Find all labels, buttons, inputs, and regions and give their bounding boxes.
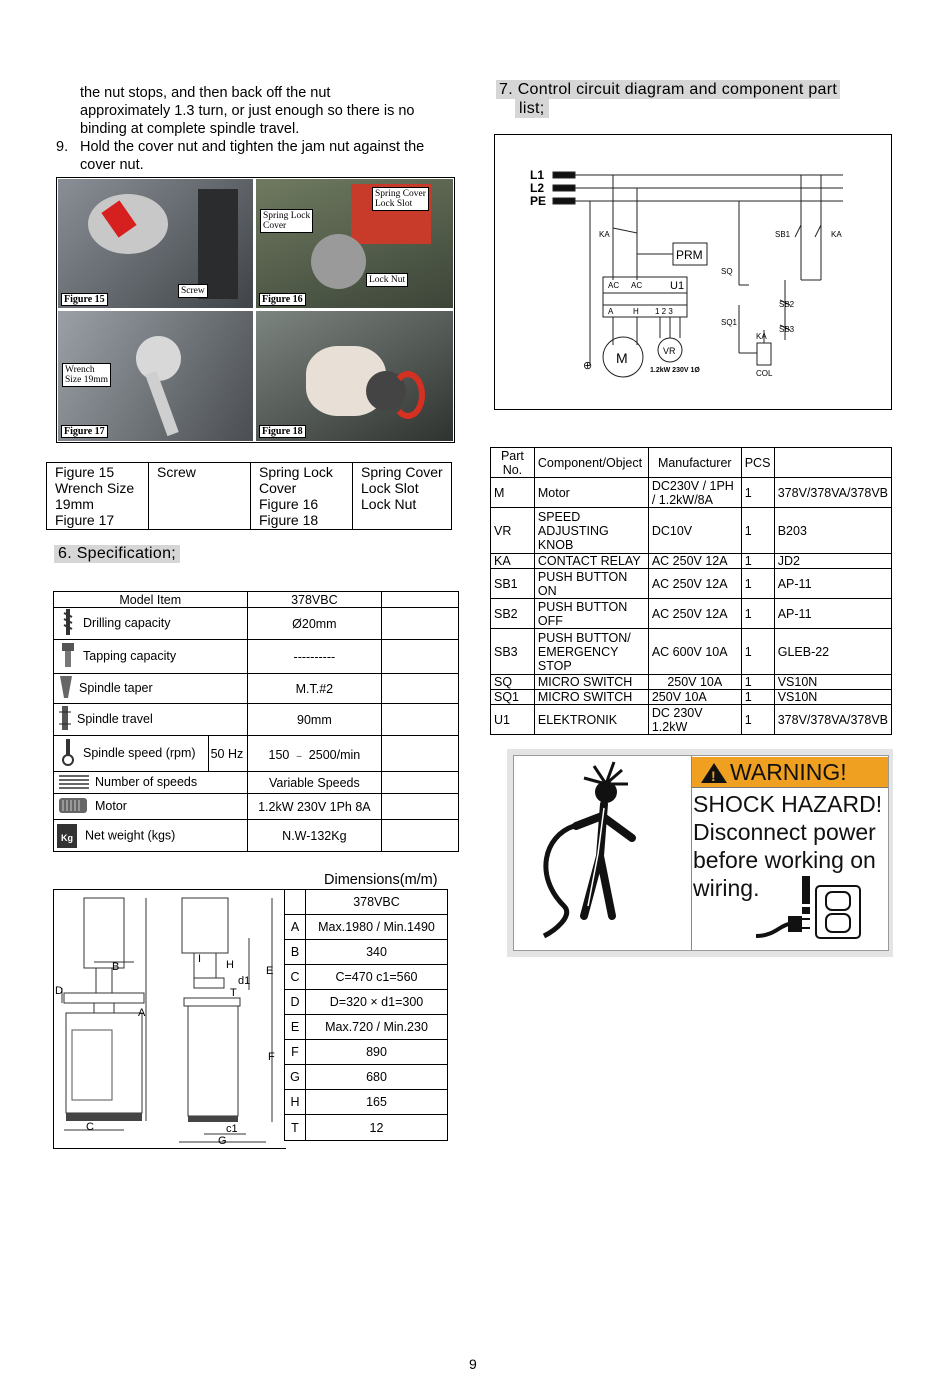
spec-value: 1.2kW 230V 1Ph 8A — [247, 794, 382, 820]
parts-cell: AC 250V 12A — [648, 554, 741, 569]
dim-key: B — [285, 940, 306, 965]
parts-cell: 1 — [741, 705, 774, 735]
spec-row-speeds — [54, 772, 248, 794]
callout-line: Cover — [263, 221, 287, 231]
step-number: 9. — [56, 139, 69, 155]
diag-sq1: SQ1 — [721, 318, 738, 327]
dim-label-a: A — [138, 1007, 146, 1019]
warning-title: WARNING! — [730, 759, 847, 785]
spec-row-drilling — [54, 608, 248, 640]
diag-vr: VR — [663, 346, 676, 356]
dim-label-g: G — [218, 1135, 227, 1147]
legend-text: Figure 15 — [55, 464, 115, 480]
spec-empty-cell — [382, 820, 459, 852]
step-line-2: cover nut. — [80, 157, 144, 173]
callout-lock-nut: Lock Nut — [366, 273, 408, 287]
legend-text: Lock Slot — [361, 480, 419, 496]
warning-triangle-icon — [700, 761, 728, 790]
dim-empty-cell — [285, 890, 306, 915]
spec-label: Spindle travel — [77, 711, 153, 726]
diag-l2: L2 — [530, 181, 545, 195]
spec-row-taper — [54, 674, 248, 704]
control-heading-line-1: 7. Control circuit diagram and component part — [496, 80, 840, 99]
dim-model: 378VBC — [306, 890, 448, 915]
spec-label: Spindle speed (rpm) — [83, 745, 196, 760]
dim-key: F — [285, 1040, 306, 1065]
ground-icon: ⊕ — [583, 360, 593, 372]
callout-line: Spring Cover — [375, 189, 426, 199]
parts-cell: AP-11 — [774, 599, 891, 629]
parts-cell: 1 — [741, 675, 774, 690]
parts-cell: AC 250V 12A — [648, 569, 741, 599]
label-figure-16: Figure 16 — [259, 293, 306, 306]
callout-line: Lock Slot — [375, 199, 413, 209]
parts-cell: SPEED ADJUSTING KNOB — [534, 508, 648, 554]
spec-value: 150 ﹣ 2500/min — [247, 736, 382, 772]
dim-key: A — [285, 915, 306, 940]
parts-cell: 378V/378VA/378VB — [774, 478, 891, 508]
table-row — [491, 508, 892, 554]
plug-icon — [754, 906, 814, 951]
shock-person-icon — [514, 756, 692, 950]
dim-value: 680 — [306, 1065, 448, 1090]
dim-label-e: E — [266, 965, 274, 977]
spec-label: Motor — [95, 798, 127, 813]
outlet-icon — [814, 884, 862, 945]
diag-pe: PE — [530, 194, 547, 208]
parts-cell: AP-11 — [774, 569, 891, 599]
spec-row-weight — [54, 820, 248, 852]
spec-label: Net weight (kgs) — [85, 827, 176, 842]
diag-m: M — [616, 350, 628, 366]
parts-cell: MICRO SWITCH — [534, 675, 648, 690]
legend-col-3 — [251, 463, 353, 530]
dim-key: E — [285, 1015, 306, 1040]
parts-cell: ELEKTRONIK — [534, 705, 648, 735]
parts-cell: Motor — [534, 478, 648, 508]
label-figure-18: Figure 18 — [259, 425, 306, 438]
parts-cell: SQ1 — [491, 690, 535, 705]
diag-ac1: AC — [608, 281, 620, 290]
control-heading-line-2: list; — [515, 99, 549, 118]
parts-cell: 1 — [741, 478, 774, 508]
dim-value: Max.1980 / Min.1490 — [306, 915, 448, 940]
dim-value: Max.720 / Min.230 — [306, 1015, 448, 1040]
callout-line: Wrench — [65, 365, 95, 375]
parts-cell: VS10N — [774, 675, 891, 690]
dimensions-table — [284, 889, 448, 1141]
diag-sq: SQ — [721, 267, 733, 276]
legend-text: Figure 16 — [259, 496, 319, 512]
dim-value: C=470 c1=560 — [306, 965, 448, 990]
table-row — [491, 478, 892, 508]
callout-screw: Screw — [178, 284, 208, 298]
table-row — [491, 690, 892, 705]
label-figure-17: Figure 17 — [61, 425, 108, 438]
diag-prm: PRM — [676, 248, 703, 262]
diag-ka3: KA — [756, 332, 767, 341]
spec-empty-cell — [382, 592, 459, 608]
parts-cell: 1 — [741, 690, 774, 705]
legend-text: Wrench Size — [55, 480, 135, 496]
warning-line-1: SHOCK HAZARD! — [693, 791, 883, 817]
diag-h: H — [633, 307, 639, 316]
legend-text: Lock Nut — [361, 496, 417, 512]
parts-cell: CONTACT RELAY — [534, 554, 648, 569]
spec-row-travel — [54, 704, 248, 736]
dimensions-drawing — [53, 889, 286, 1149]
table-row — [491, 705, 892, 735]
step-line-1: Hold the cover nut and tighten the jam nut against the — [80, 139, 425, 155]
spec-value: Ø20mm — [247, 608, 382, 640]
diag-ka2: KA — [831, 230, 842, 239]
dim-label-c: C — [86, 1121, 94, 1133]
spec-hz: 50 Hz — [208, 736, 247, 772]
parts-cell: DC10V — [648, 508, 741, 554]
photo-grid — [56, 177, 455, 443]
parts-cell: B203 — [774, 508, 891, 554]
parts-cell: 250V 10A — [648, 675, 741, 690]
callout-wrench — [62, 363, 111, 387]
callout-line: Size 19mm — [65, 375, 109, 385]
spec-value: N.W-132Kg — [247, 820, 382, 852]
spec-empty-cell — [382, 794, 459, 820]
spec-empty-cell — [382, 704, 459, 736]
legend-text: Figure 17 — [55, 512, 115, 528]
spec-empty-cell — [382, 736, 459, 772]
motor-icon — [57, 795, 91, 818]
diag-a: A — [608, 307, 614, 316]
warning-line-4: wiring. — [693, 875, 760, 901]
photo-figure-17 — [58, 311, 253, 441]
intro-line-2: approximately 1.3 turn, or just enough so there is no — [80, 103, 415, 119]
spec-label: Tapping capacity — [83, 648, 177, 663]
parts-header-pcs: PCS — [741, 448, 774, 478]
parts-header-component: Component/Object — [534, 448, 648, 478]
parts-cell: 1 — [741, 599, 774, 629]
dim-label-h: H — [226, 959, 234, 971]
diag-sb3: SB3 — [779, 325, 795, 334]
spec-value: M.T.#2 — [247, 674, 382, 704]
parts-table — [490, 447, 892, 735]
parts-cell: KA — [491, 554, 535, 569]
figure-legend-table — [46, 462, 452, 530]
warning-sign — [507, 749, 893, 957]
dim-label-i: I — [198, 953, 202, 965]
dim-label-f: F — [268, 1051, 275, 1063]
diag-u1: U1 — [670, 280, 685, 292]
legend-text: 19mm — [55, 496, 94, 512]
legend-text: Spring Lock — [259, 464, 333, 480]
photo-figure-18 — [256, 311, 453, 441]
dim-value: D=320 × d1=300 — [306, 990, 448, 1015]
table-row — [491, 599, 892, 629]
parts-cell: M — [491, 478, 535, 508]
weight-icon: Kg — [57, 824, 77, 848]
warning-line-2: Disconnect power — [693, 819, 876, 845]
spec-value: Variable Speeds — [247, 772, 382, 794]
spec-label: Number of speeds — [95, 774, 198, 789]
control-heading — [496, 80, 840, 118]
spec-row-speed — [54, 736, 209, 772]
legend-text: Figure 18 — [259, 512, 319, 528]
circuit-diagram — [494, 134, 892, 410]
parts-cell: 1 — [741, 629, 774, 675]
dim-value: 340 — [306, 940, 448, 965]
diag-sb2: SB2 — [779, 300, 795, 309]
dim-label-c1: c1 — [226, 1123, 238, 1135]
callout-line: Spring Lock — [263, 211, 311, 221]
dim-value: 165 — [306, 1090, 448, 1115]
parts-cell: VR — [491, 508, 535, 554]
parts-cell: SB3 — [491, 629, 535, 675]
parts-cell: PUSH BUTTON/ EMERGENCY STOP — [534, 629, 648, 675]
diag-rating: 1.2kW 230V 1Ø — [650, 367, 700, 374]
svg-text:!: ! — [711, 768, 716, 784]
spec-empty-cell — [382, 608, 459, 640]
spec-row-motor — [54, 794, 248, 820]
dim-key: H — [285, 1090, 306, 1115]
legend-text: Screw — [157, 464, 196, 480]
diag-123: 1 2 3 — [655, 307, 673, 316]
taper-icon — [57, 674, 75, 703]
legend-col-4 — [353, 463, 452, 530]
dim-label-d1: d1 — [238, 975, 251, 987]
parts-cell: AC 600V 10A — [648, 629, 741, 675]
spec-row-tapping — [54, 640, 248, 674]
diag-col: COL — [756, 369, 773, 378]
diag-ac2: AC — [631, 281, 643, 290]
spec-empty-cell — [382, 640, 459, 674]
dim-key: G — [285, 1065, 306, 1090]
spec-empty-cell — [382, 772, 459, 794]
parts-cell: 250V 10A — [648, 690, 741, 705]
table-row — [491, 554, 892, 569]
intro-line-3: binding at complete spindle travel. — [80, 121, 300, 137]
spec-table — [53, 591, 459, 852]
speeds-icon — [57, 772, 91, 793]
legend-text: Spring Cover — [361, 464, 443, 480]
callout-spring-lock-cover — [260, 209, 313, 233]
dim-key: D — [285, 990, 306, 1015]
dimensions-title: Dimensions(m/m) — [324, 872, 438, 888]
parts-cell: GLEB-22 — [774, 629, 891, 675]
travel-icon — [57, 704, 73, 735]
parts-header-partno: Part No. — [491, 448, 535, 478]
legend-col-1 — [47, 463, 149, 530]
parts-cell: DC230V / 1PH / 1.2kW/8A — [648, 478, 741, 508]
speed-icon — [57, 738, 79, 769]
parts-cell: PUSH BUTTON ON — [534, 569, 648, 599]
intro-line-1: the nut stops, and then back off the nut — [80, 85, 331, 101]
dim-label-d: D — [55, 985, 63, 997]
warning-banner — [692, 757, 888, 788]
dim-value: 12 — [306, 1115, 448, 1141]
drill-bit-icon — [57, 608, 79, 639]
spec-value: ---------- — [247, 640, 382, 674]
spec-header-model: 378VBC — [247, 592, 382, 608]
legend-text: Cover — [259, 480, 297, 496]
label-figure-15: Figure 15 — [61, 293, 108, 306]
parts-cell: SQ — [491, 675, 535, 690]
parts-cell: MICRO SWITCH — [534, 690, 648, 705]
diag-sb1: SB1 — [775, 230, 791, 239]
parts-cell: SB2 — [491, 599, 535, 629]
diag-l1: L1 — [530, 168, 545, 182]
parts-cell: 1 — [741, 554, 774, 569]
table-row — [491, 569, 892, 599]
parts-cell: VS10N — [774, 690, 891, 705]
photo-figure-16 — [256, 179, 453, 308]
spec-label: Drilling capacity — [83, 615, 171, 630]
diag-ka: KA — [599, 230, 610, 239]
warning-sign-inner — [513, 755, 889, 951]
parts-cell: 1 — [741, 569, 774, 599]
parts-header-model — [774, 448, 891, 478]
parts-cell: JD2 — [774, 554, 891, 569]
spec-header-item: Model Item — [54, 592, 248, 608]
spec-heading: 6. Specification; — [54, 545, 180, 563]
parts-cell: 1 — [741, 508, 774, 554]
dim-label-b: B — [112, 961, 120, 973]
parts-cell: AC 250V 12A — [648, 599, 741, 629]
spec-label: Spindle taper — [79, 680, 153, 695]
photo-figure-15 — [58, 179, 253, 308]
legend-col-2 — [149, 463, 251, 530]
dim-key: C — [285, 965, 306, 990]
parts-cell: DC 230V 1.2kW — [648, 705, 741, 735]
parts-cell: PUSH BUTTON OFF — [534, 599, 648, 629]
tap-icon — [57, 641, 79, 672]
warning-line-3: before working on — [693, 847, 876, 873]
table-row — [491, 675, 892, 690]
spec-empty-cell — [382, 674, 459, 704]
callout-spring-cover-lock-slot — [372, 187, 429, 211]
table-row — [491, 629, 892, 675]
parts-cell: SB1 — [491, 569, 535, 599]
dim-label-t: T — [230, 987, 237, 999]
parts-cell: U1 — [491, 705, 535, 735]
spec-value: 90mm — [247, 704, 382, 736]
dim-key: T — [285, 1115, 306, 1141]
page-number: 9 — [469, 1356, 477, 1372]
dim-value: 890 — [306, 1040, 448, 1065]
parts-header-manufacturer: Manufacturer — [648, 448, 741, 478]
parts-cell: 378V/378VA/378VB — [774, 705, 891, 735]
